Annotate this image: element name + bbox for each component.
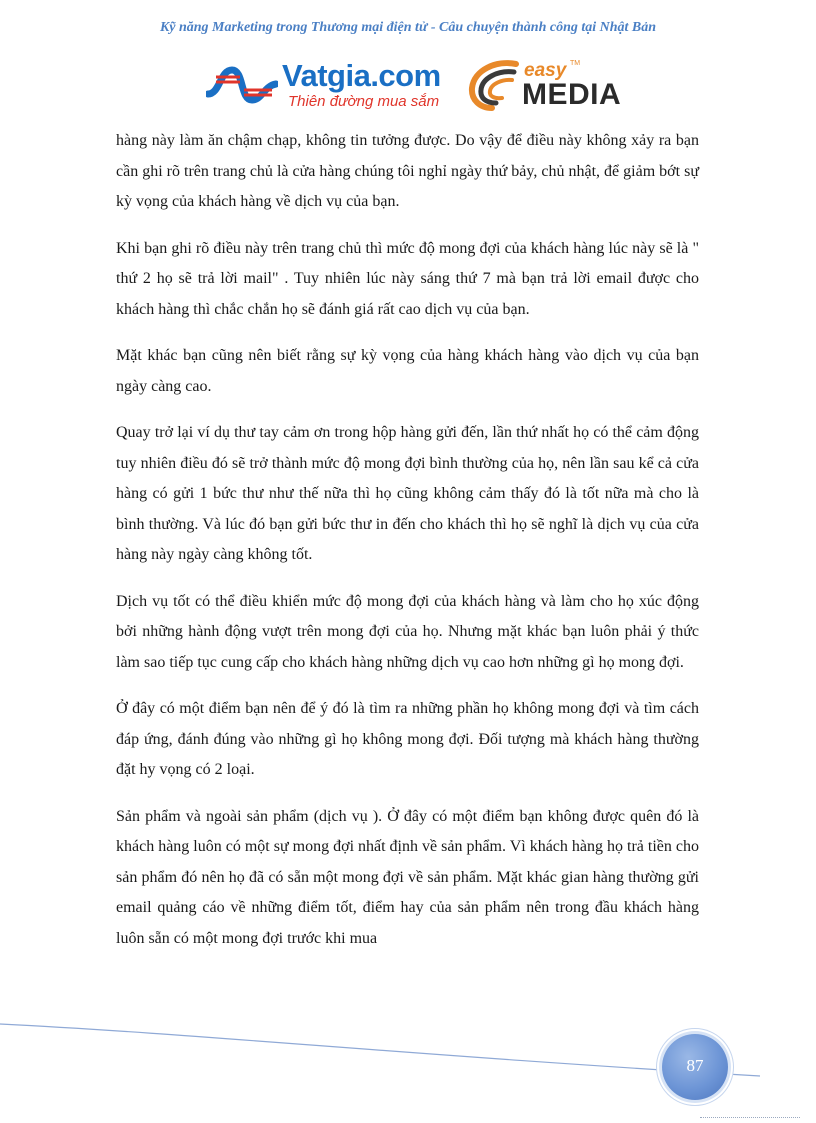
easymedia-swirl-icon — [466, 58, 524, 112]
vatgia-logo — [206, 58, 450, 114]
footer-dotted-line — [700, 1117, 800, 1120]
running-header-title: Kỹ năng Marketing trong Thương mại điện tử - Câu chuyện thành công tại Nhật Bản — [159, 20, 657, 35]
easymedia-media-word: MEDIA — [522, 78, 622, 111]
easymedia-logo — [466, 58, 626, 114]
header-logos — [0, 58, 816, 114]
paragraph: Sản phẩm và ngoài sản phẩm (dịch vụ ). Ở đây có một điểm bạn không được quên đó là khách hàng luôn có một sự mong đợi nhất định về sản phẩm. Vì khách hàng họ trả tiền cho sản phẩm đó nên họ đã có sẵn một mong đợi về sản phẩm. Mặt khác gian hàng thường gửi email quảng cáo về những điểm tốt, điểm hay của sản phẩm nên trong đầu khách hàng luôn sẵn có một mong đợi trước khi mua — [116, 807, 699, 947]
page-number-badge — [662, 1034, 728, 1100]
vatgia-wave-icon — [206, 60, 278, 110]
easymedia-easy-word: easy — [524, 60, 567, 81]
paragraph: Ở đây có một điểm bạn nên để ý đó là tìm ra những phần họ không mong đợi và tìm cách đáp ứng, đánh đúng vào những gì họ không mong đợi. Đối tượng mà khách hàng thường đặt hy vọng có 2 loại. — [116, 700, 699, 778]
paragraph: hàng này làm ăn chậm chạp, không tin tưởng được. Do vậy để điều này không xảy ra bạn cần ghi rõ trên trang chủ là cửa hàng chúng tôi nghỉ ngày thứ bảy, chủ nhật, để giảm bớt sự kỳ vọng của khách hàng về dịch vụ của bạn. — [116, 132, 699, 210]
page-number: 87 — [686, 1056, 704, 1075]
vatgia-brand-name: Vatgia.com — [282, 58, 441, 93]
paragraph: Quay trở lại ví dụ thư tay cảm ơn trong hộp hàng gửi đến, lần thứ nhất họ có thể cảm động tuy nhiên điều đó sẽ trở thành mức độ mong đợi bình thường của họ, nên lần sau kể cả cửa hàng có gửi 1 bức thư như thế nữa thì họ cũng không cảm thấy đó là tốt nữa mà cho là bình thường. Và lúc đó bạn gửi bức thư in đến cho khách thì họ sẽ nghĩ là dịch vụ của cửa hàng này ngày càng không tốt. — [116, 424, 699, 563]
paragraph: Mặt khác bạn cũng nên biết rằng sự kỳ vọng của hàng khách hàng vào dịch vụ của bạn ngày càng cao. — [116, 347, 699, 395]
paragraph: Khi bạn ghi rõ điều này trên trang chủ thì mức độ mong đợi của khách hàng lúc này sẽ là " thứ 2 họ sẽ trả lời mail" . Tuy nhiên lúc này sáng thứ 7 mà bạn trả lời email được cho khách hàng thì chắc chắn họ sẽ đánh giá rất cao dịch vụ của bạn. — [116, 239, 699, 318]
vatgia-tagline: Thiên đường mua sắm — [288, 93, 440, 110]
paragraph: Dịch vụ tốt có thể điều khiển mức độ mong đợi của khách hàng và làm cho họ xúc động bởi những hành động vượt trên mong đợi của họ. Nhưng mặt khác bạn luôn phải ý thức làm sao tiếp tục cung cấp cho khách hàng những dịch vụ cao hơn những gì họ mong đợi. — [116, 592, 699, 671]
body-text — [116, 126, 699, 970]
easymedia-trademark: TM — [570, 60, 581, 67]
